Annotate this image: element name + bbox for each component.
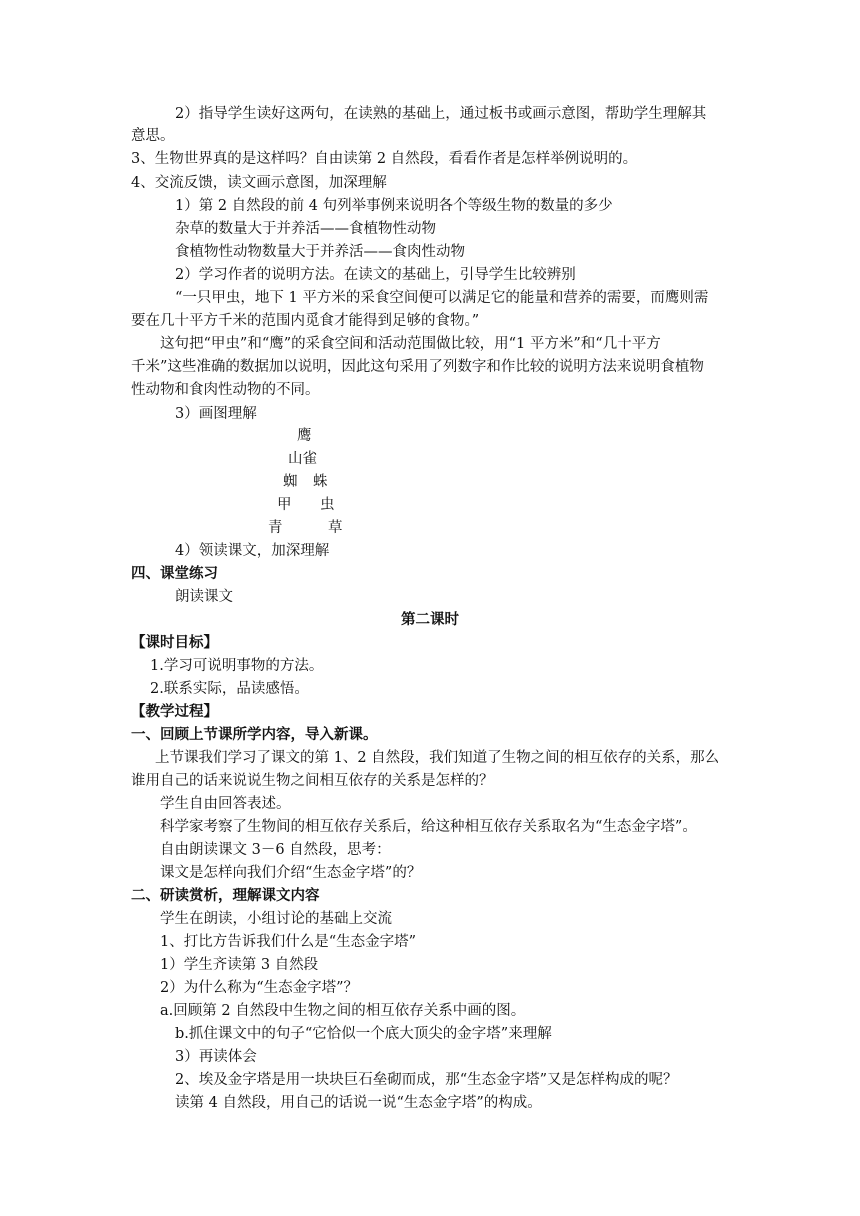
- text-line: 2）学习作者的说明方法。在读文的基础上，引导学生比较辨别: [175, 267, 576, 283]
- text-line: 杂草的数量大于并养活——食植物性动物: [175, 221, 436, 237]
- text-line: 谁用自己的话来说说生物之间相互依存的关系是怎样的？: [131, 773, 494, 789]
- section-heading: 【教学过程】: [131, 704, 218, 720]
- text-line: 读第 4 自然段，用自己的话说一说“生态金字塔”的构成。: [175, 1095, 542, 1111]
- text-line: b.抓住课文中的句子“它恰似一个底大顶尖的金字塔”来理解: [175, 1026, 552, 1042]
- text-line: 要在几十平方千米的范围内觅食才能得到足够的食物。”: [131, 313, 480, 329]
- text-line: 4）领读课文，加深理解: [175, 543, 330, 559]
- text-line: 学生自由回答表述。: [160, 796, 291, 812]
- pyramid-cell: 蛛: [313, 474, 328, 490]
- section-heading: 四、课堂练习: [131, 566, 218, 582]
- pyramid-cell: 虫: [320, 497, 335, 513]
- text-line: 2）指导学生读好这两句，在读熟的基础上，通过板书或画示意图，帮助学生理解其: [175, 106, 707, 122]
- pyramid-cell: 青: [268, 520, 283, 536]
- text-line: 学生在朗读，小组讨论的基础上交流: [160, 911, 392, 927]
- text-line: 1、打比方告诉我们什么是“生态金字塔”: [160, 934, 417, 950]
- text-line: 3、生物世界真的是这样吗？自由读第 2 自然段，看看作者是怎样举例说明的。: [131, 151, 638, 167]
- text-line: 2）为什么称为“生态金字塔”？: [160, 980, 359, 996]
- text-line: 1.学习可说明事物的方法。: [150, 658, 324, 674]
- text-line: 自由朗读课文 3－6 自然段，思考：: [160, 842, 391, 858]
- text-line: 朗读课文: [175, 589, 233, 605]
- text-line: a.回顾第 2 自然段中生物之间的相互依存关系中画的图。: [160, 1003, 526, 1019]
- text-line: 性动物和食肉性动物的不同。: [131, 382, 320, 398]
- text-line: 1）第 2 自然段的前 4 句列举事例来说明各个等级生物的数量的多少: [175, 198, 613, 214]
- pyramid-cell: 蜘: [283, 474, 298, 490]
- text-line: 2、埃及金字塔是用一块块巨石垒砌而成，那“生态金字塔”又是怎样构成的呢？: [175, 1072, 678, 1088]
- lesson-title: 第二课时: [401, 612, 459, 628]
- text-line: “一只甲虫，地下 1 平方米的采食空间便可以满足它的能量和营养的需要，而鹰则需: [175, 290, 709, 306]
- section-heading: 二、研读赏析，理解课文内容: [131, 888, 320, 904]
- text-line: 课文是怎样向我们介绍“生态金字塔”的？: [160, 865, 422, 881]
- text-line: 上节课我们学习了课文的第 1、2 自然段，我们知道了生物之间的相互依存的关系，那么: [155, 750, 720, 766]
- text-line: 3）再读体会: [175, 1049, 257, 1065]
- section-heading: 一、回顾上节课所学内容，导入新课。: [131, 727, 378, 743]
- text-line: 科学家考察了生物间的相互依存关系后，给这种相互依存关系取名为“生态金字塔”。: [160, 819, 697, 835]
- pyramid-cell: 草: [328, 520, 343, 536]
- pyramid-cell: 甲: [277, 497, 292, 513]
- pyramid-row: 山雀: [288, 451, 317, 467]
- text-line: 食植物性动物数量大于并养活——食肉性动物: [175, 244, 465, 260]
- text-line: 3）画图理解: [175, 406, 257, 422]
- text-line: 1）学生齐读第 3 自然段: [160, 957, 319, 973]
- text-line: 这句把“甲虫”和“鹰”的采食空间和活动范围做比较，用“1 平方米”和“几十平方: [160, 336, 661, 352]
- text-line: 4、交流反馈，读文画示意图，加深理解: [131, 175, 387, 191]
- pyramid-top: 鹰: [297, 428, 312, 444]
- section-heading: 【课时目标】: [131, 635, 218, 651]
- text-line: 千米”这些准确的数据加以说明，因此这句采用了列数字和作比较的说明方法来说明食植物: [131, 359, 704, 375]
- text-line: 意思。: [131, 128, 175, 144]
- text-line: 2.联系实际，品读感悟。: [150, 681, 309, 697]
